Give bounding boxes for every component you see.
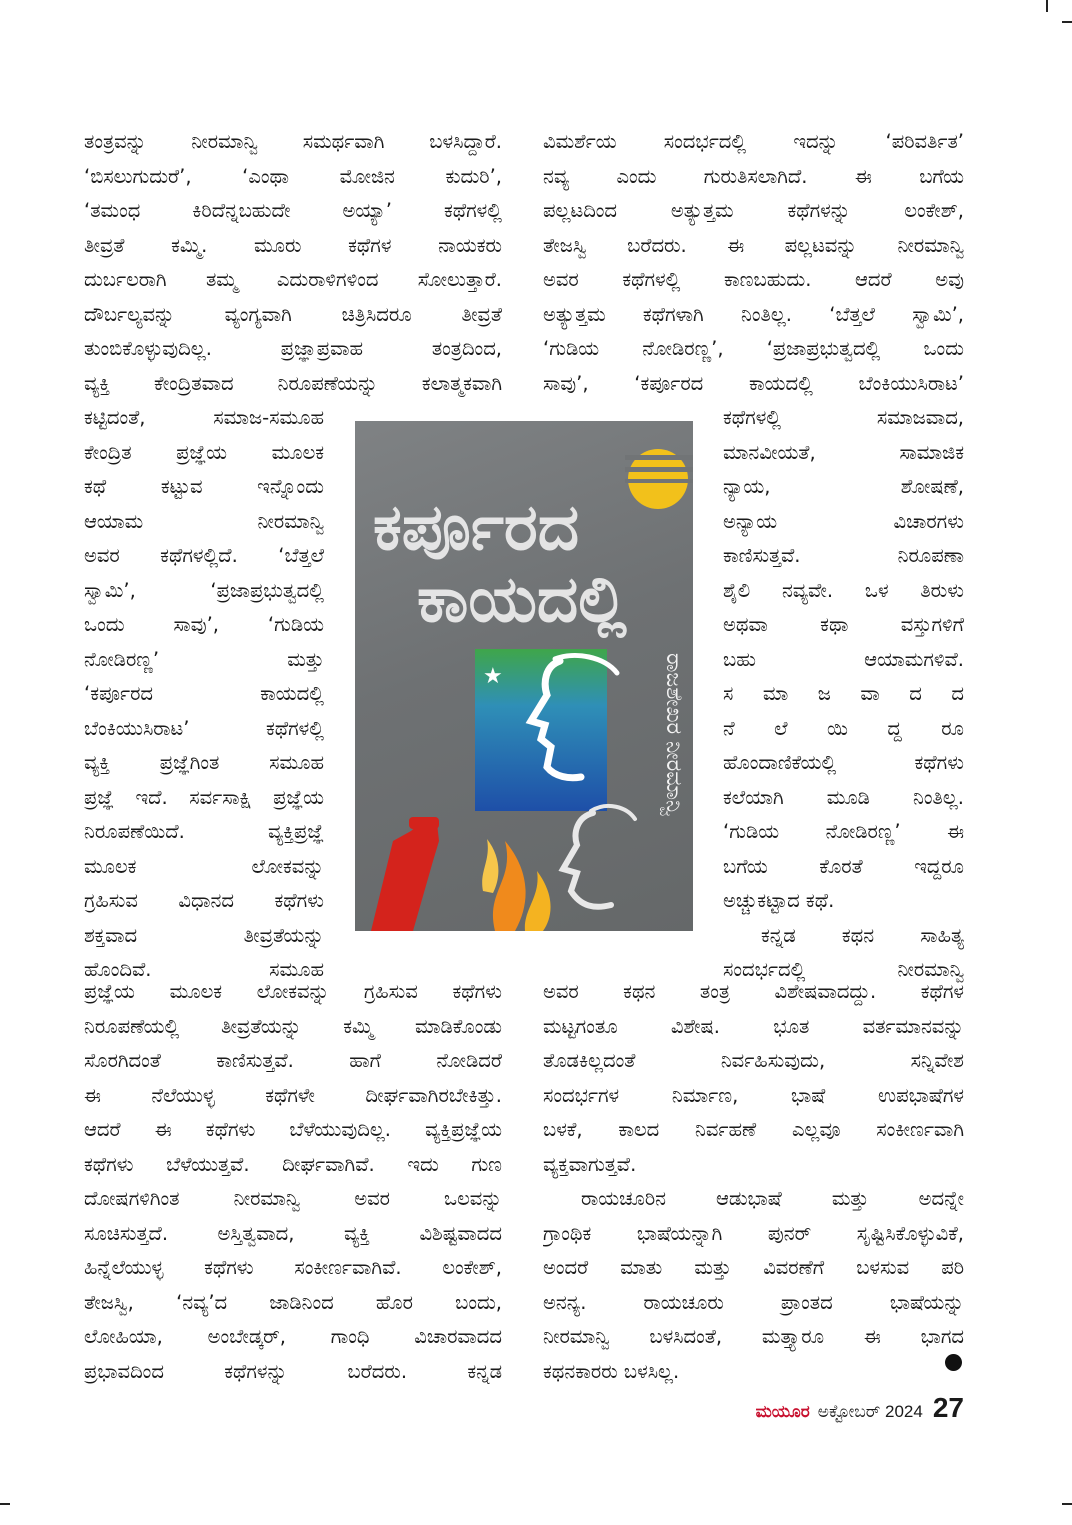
star-icon: ★ (483, 664, 503, 689)
text-line: ಸ್ವಾಮಿ’, ‘ಪ್ರಜಾಪ್ರಭುತ್ವದಲ್ಲಿ (84, 578, 324, 602)
text-line: ತುಂಬಿಕೊಳ್ಳುವುದಿಲ್ಲ. ಪ್ರಜ್ಞಾಪ್ರವಾಹ ತಂತ್ರದಿಂದ, (84, 337, 502, 360)
text-line: ಅನನ್ಯ. ರಾಯಚೂರು ಪ್ರಾಂತದ ಭಾಷೆಯನ್ನು (543, 1290, 964, 1314)
book-cover-image (355, 421, 693, 931)
text-line: ಮೂಲಕ ಲೋಕವನ್ನು (84, 854, 324, 878)
text-line: ಸಾವು’, ‘ಕರ್ಪೂರದ ಕಾಯದಲ್ಲಿ ಬೆಂಕಿಯುಸಿರಾಟ’ (543, 371, 964, 395)
text-line: ಕನ್ನಡ ಕಥನ ಸಾಹಿತ್ಯ (761, 923, 964, 947)
text-line: ಕಥೆಗಳು ಬೆಳೆಯುತ್ತವೆ. ದೀರ್ಘವಾಗಿವೆ. ಇದು ಗುಣ (84, 1152, 502, 1176)
text-line: ದೌರ್ಬಲ್ಯವನ್ನು ವ್ಯಂಗ್ಯವಾಗಿ ಚಿತ್ರಿಸಿದರೂ ತೀವ್ರತೆ (84, 302, 502, 326)
trim-mark (1062, 21, 1072, 23)
text-line: ಶಕ್ತವಾದ ತೀವ್ರತೆಯನ್ನು (84, 923, 324, 947)
text-line: ಅಥವಾ ಕಥಾ ವಸ್ತುಗಳಿಗೆ (723, 613, 964, 636)
article-column-right-bottom (543, 975, 964, 1389)
text-line: ಬಹು ಆಯಾಮಗಳಿವೆ. (723, 647, 964, 671)
text-line: ‘ಕರ್ಪೂರದ ಕಾಯದಲ್ಲಿ (84, 682, 324, 705)
article-column-left-bottom (84, 975, 502, 1389)
text-line: ಹಿನ್ನೆಲೆಯುಳ್ಳ ಕಥೆಗಳು ಸಂಕೀರ್ಣವಾಗಿವೆ. ಲಂಕೇಶ್, (84, 1256, 502, 1279)
text-line: ಪ್ರಜ್ಞೆ ಇದೆ. ಸರ್ವಸಾಕ್ಷಿ ಪ್ರಜ್ಞೆಯ (84, 785, 324, 809)
text-line: ಬೆಂಕಿಯುಸಿರಾಟ’ ಕಥೆಗಳಲ್ಲಿ (84, 716, 324, 740)
text-line: ಆಯಾಮ ನೀರಮಾನ್ವಿ (84, 509, 324, 533)
text-line: ತೀವ್ರತೆ ಕಮ್ಮಿ. ಮೂರು ಕಥೆಗಳ ನಾಯಕರು (84, 233, 502, 257)
text-line: ಲೋಹಿಯಾ, ಅಂಬೇಡ್ಕರ್, ಗಾಂಧಿ ವಿಚಾರವಾದದ (84, 1325, 502, 1348)
text-line: ಮಾನವೀಯತೆ, ಸಾಮಾಜಿಕ (723, 440, 964, 464)
text-line: ತೇಜಸ್ವಿ, ‘ನವ್ಯ’ದ ಜಾಡಿನಿಂದ ಹೊರ ಬಂದು, (84, 1290, 502, 1314)
flame-icon (482, 839, 550, 931)
text-line: ‘ಗುಡಿಯ ನೋಡಿರಣ್ಣ’ ಈ (723, 820, 964, 843)
article-column-right-wrap (723, 401, 964, 988)
text-line: ಬಳಕೆ, ಕಾಲದ ನಿರ್ವಹಣೆ ಎಲ್ಲವೂ ಸಂಕೀರ್ಣವಾಗಿ (543, 1118, 964, 1141)
text-line: ಅಚ್ಚುಕಟ್ಟಾದ ಕಥೆ. (723, 889, 835, 912)
text-line: ಕಥೆ ಕಟ್ಟುವ ಇನ್ನೊಂದು (84, 475, 324, 498)
trim-mark (0, 1503, 10, 1505)
text-line: ನೀರಮಾನ್ವಿ ಬಳಸಿದಂತೆ, ಮತ್ತ್ಯಾರೂ ಈ ಭಾಗದ (543, 1325, 964, 1348)
article-column-left-wrap (84, 401, 324, 988)
book-cover-art (355, 421, 693, 931)
text-line: ನೋಡಿರಣ್ಣ’ ಮತ್ತು (84, 647, 324, 671)
cover-title-line2: ಕಾಯದಲ್ಲಿ (417, 563, 627, 637)
text-line: ಹೊಂದಾಣಿಕೆಯಲ್ಲಿ ಕಥೆಗಳು (723, 751, 964, 774)
text-line: ಕಾಣಿಸುತ್ತವೆ. ನಿರೂಪಣಾ (723, 544, 964, 567)
text-line: ಪಲ್ಲಟದಿಂದ ಅತ್ಯುತ್ತಮ ಕಥೆಗಳನ್ನು ಲಂಕೇಶ್, (543, 199, 964, 222)
text-line: ಅವರ ಕಥೆಗಳಲ್ಲಿ ಕಾಣಬಹುದು. ಆದರೆ ಅವು (543, 268, 964, 291)
text-line: ನ್ಯಾಯ, ಶೋಷಣೆ, (723, 475, 964, 498)
text-line: ನವ್ಯ ಎಂದು ಗುರುತಿಸಲಾಗಿದೆ. ಈ ಬಗೆಯ (543, 164, 964, 188)
text-line: ಸಂದರ್ಭಗಳ ನಿರ್ಮಾಣ, ಭಾಷೆ ಉಪಭಾಷೆಗಳ (543, 1083, 964, 1107)
text-line: ‘ಬಿಸಲುಗುದುರೆ’, ‘ಎಂಥಾ ಮೋಜಿನ ಕುದುರಿ’, (84, 164, 502, 188)
text-line: ಗ್ರಹಿಸುವ ವಿಧಾನದ ಕಥೆಗಳು (84, 889, 324, 912)
text-line: ಕಥೆಗಳಲ್ಲಿ ಸಮಾಜವಾದ, (723, 406, 964, 429)
cover-author: ರಾಜಶೇಖರ ನೀರಮಾನ್ವಿ (661, 653, 686, 817)
text-line: ರಾಯಚೂರಿನ ಆಡುಭಾಷೆ ಮತ್ತು ಅದನ್ನೇ (581, 1187, 964, 1210)
trim-mark (1046, 0, 1048, 12)
text-line: ಸೂಚಿಸುತ್ತದೆ. ಅಸ್ತಿತ್ವವಾದ, ವ್ಯಕ್ತಿ ವಿಶಿಷ್ಟವಾದದ (84, 1221, 502, 1245)
text-line: ತೇಜಸ್ವಿ ಬರೆದರು. ಈ ಪಲ್ಲಟವನ್ನು ನೀರಮಾನ್ವಿ (543, 233, 964, 257)
text-line: ತಂತ್ರವನ್ನು ನೀರಮಾನ್ವಿ ಸಮರ್ಥವಾಗಿ ಬಳಸಿದ್ದಾರೆ. (84, 130, 502, 153)
issue-date: ಅಕ್ಟೋಬರ್ 2024 (817, 1402, 923, 1421)
text-line: ನಿರೂಪಣೆಯಲ್ಲಿ ತೀವ್ರತೆಯನ್ನು ಕಮ್ಮಿ ಮಾಡಿಕೊಂಡು (84, 1014, 502, 1038)
text-line: ನಿರೂಪಣೆಯಿದೆ. ವ್ಯಕ್ತಿಪ್ರಜ್ಞೆ (84, 820, 324, 843)
text-line: ವಿಮರ್ಶೆಯ ಸಂದರ್ಭದಲ್ಲಿ ಇದನ್ನು ‘ಪರಿವರ್ತಿತ’ (543, 130, 964, 153)
text-line: ಕಟ್ಟಿದಂತೆ, ಸಮಾಜ-ಸಮೂಹ (84, 406, 324, 429)
text-line: ಈ ನೆಲೆಯುಳ್ಳ ಕಥೆಗಳೇ ದೀರ್ಘವಾಗಿರಬೇಕಿತ್ತು. (84, 1083, 502, 1107)
text-line: ವ್ಯಕ್ತವಾಗುತ್ತವೆ. (543, 1152, 637, 1176)
text-line: ‘ಗುಡಿಯ ನೋಡಿರಣ್ಣ’, ‘ಪ್ರಜಾಪ್ರಭುತ್ವದಲ್ಲಿ ಒಂದು (543, 337, 964, 360)
end-of-article-bullet-icon (945, 1354, 962, 1371)
article-column-right-top (543, 125, 964, 401)
text-line: ತೊಡಕಿಲ್ಲದಂತೆ ನಿರ್ವಹಿಸುವುದು, ಸನ್ನಿವೇಶ (543, 1049, 964, 1072)
text-line: ಅವರ ಕಥನ ತಂತ್ರ ವಿಶೇಷವಾದದ್ದು. ಕಥೆಗಳ (543, 980, 964, 1003)
text-line: ಕಥನಕಾರರು ಬಳಸಿಲ್ಲ. (543, 1359, 680, 1383)
text-line: ಪ್ರಜ್ಞೆಯ ಮೂಲಕ ಲೋಕವನ್ನು ಗ್ರಹಿಸುವ ಕಥೆಗಳು (84, 980, 502, 1003)
trim-mark (1062, 1503, 1072, 1505)
text-line: ವ್ಯಕ್ತಿ ಕೇಂದ್ರಿತವಾದ ನಿರೂಪಣೆಯನ್ನು ಕಲಾತ್ಮಕವಾಗಿ (84, 371, 502, 395)
text-line: ಹೊಂದಿವೆ. ಸಮೂಹ (84, 958, 324, 981)
text-line: ಸೊರಗಿದಂತೆ ಕಾಣಿಸುತ್ತವೆ. ಹಾಗೆ ನೋಡಿದರೆ (84, 1049, 502, 1072)
cover-title-line1: ಕರ್ಪೂರದ (373, 491, 580, 565)
text-line: ಪ್ರಭಾವದಿಂದ ಕಥೆಗಳನ್ನು ಬರೆದರು. ಕನ್ನಡ (84, 1359, 502, 1383)
text-line: ಬಗೆಯ ಕೊರತೆ ಇದ್ದರೂ (723, 854, 964, 878)
text-line: ಸಂದರ್ಭದಲ್ಲಿ ನೀರಮಾನ್ವಿ (723, 958, 964, 981)
face-outline-icon (563, 813, 611, 907)
sun-icon (625, 449, 693, 509)
text-line: ಮಟ್ಟಗಂತೂ ವಿಶೇಷ. ಭೂತ ವರ್ತಮಾನವನ್ನು (543, 1014, 964, 1038)
text-line: ಅನ್ಯಾಯ ವಿಚಾರಗಳು (723, 509, 964, 533)
text-line: ಗ್ರಾಂಥಿಕ ಭಾಷೆಯನ್ನಾಗಿ ಪುನರ್ ಸೃಷ್ಟಿಸಿಕೊಳ್ಳುವಿಕೆ, (543, 1221, 964, 1245)
text-line: ವ್ಯಕ್ತಿ ಪ್ರಜ್ಞೆಗಿಂತ ಸಮೂಹ (84, 751, 324, 774)
text-line: ಕಲೆಯಾಗಿ ಮೂಡಿ ನಿಂತಿಲ್ಲ. (723, 785, 964, 809)
page-footer (756, 1392, 964, 1424)
text-line: ಶೈಲಿ ನವ್ಯವೇ. ಒಳ ತಿರುಳು (723, 578, 964, 602)
text-line: ಅತ್ಯುತ್ತಮ ಕಥೆಗಳಾಗಿ ನಿಂತಿಲ್ಲ. ‘ಬೆತ್ತಲೆ ಸ್ವಾಮಿ’, (543, 302, 964, 326)
magazine-name: ಮಯೂರ (755, 1402, 810, 1421)
article-column-left-top (84, 125, 502, 401)
text-line: ಸ ಮಾ ಜ ವಾ ದ ದ (723, 682, 964, 705)
page-number: 27 (932, 1392, 964, 1423)
text-line: ಕೇಂದ್ರಿತ ಪ್ರಜ್ಞೆಯ ಮೂಲಕ (84, 440, 324, 464)
text-line: ದೋಷಗಳಿಗಿಂತ ನೀರಮಾನ್ವಿ ಅವರ ಒಲವನ್ನು (84, 1187, 502, 1210)
text-line: ನೆ ಲೆ ಯಿ ದ್ದ ರೂ (723, 716, 964, 740)
raised-fist-icon (371, 817, 439, 931)
text-line: ಅವರ ಕಥೆಗಳಲ್ಲಿದೆ. ‘ಬೆತ್ತಲೆ (84, 544, 324, 567)
text-line: ಅಂದರೆ ಮಾತು ಮತ್ತು ವಿವರಣೆಗೆ ಬಳಸುವ ಪರಿ (543, 1256, 964, 1279)
text-line: ಆದರೆ ಈ ಕಥೆಗಳು ಬೆಳೆಯುವುದಿಲ್ಲ. ವ್ಯಕ್ತಿಪ್ರಜ್ಞೆಯ (84, 1118, 502, 1141)
text-line: ‘ತಮಂಧ ಕಿರಿದೆನ್ನಬಹುದೇ ಅಯ್ಯಾ’ ಕಥೆಗಳಲ್ಲಿ (84, 199, 502, 222)
text-line: ದುರ್ಬಲರಾಗಿ ತಮ್ಮ ಎದುರಾಳಿಗಳಿಂದ ಸೋಲುತ್ತಾರೆ. (84, 268, 502, 291)
text-line: ಒಂದು ಸಾವು’, ‘ಗುಡಿಯ (84, 613, 324, 636)
